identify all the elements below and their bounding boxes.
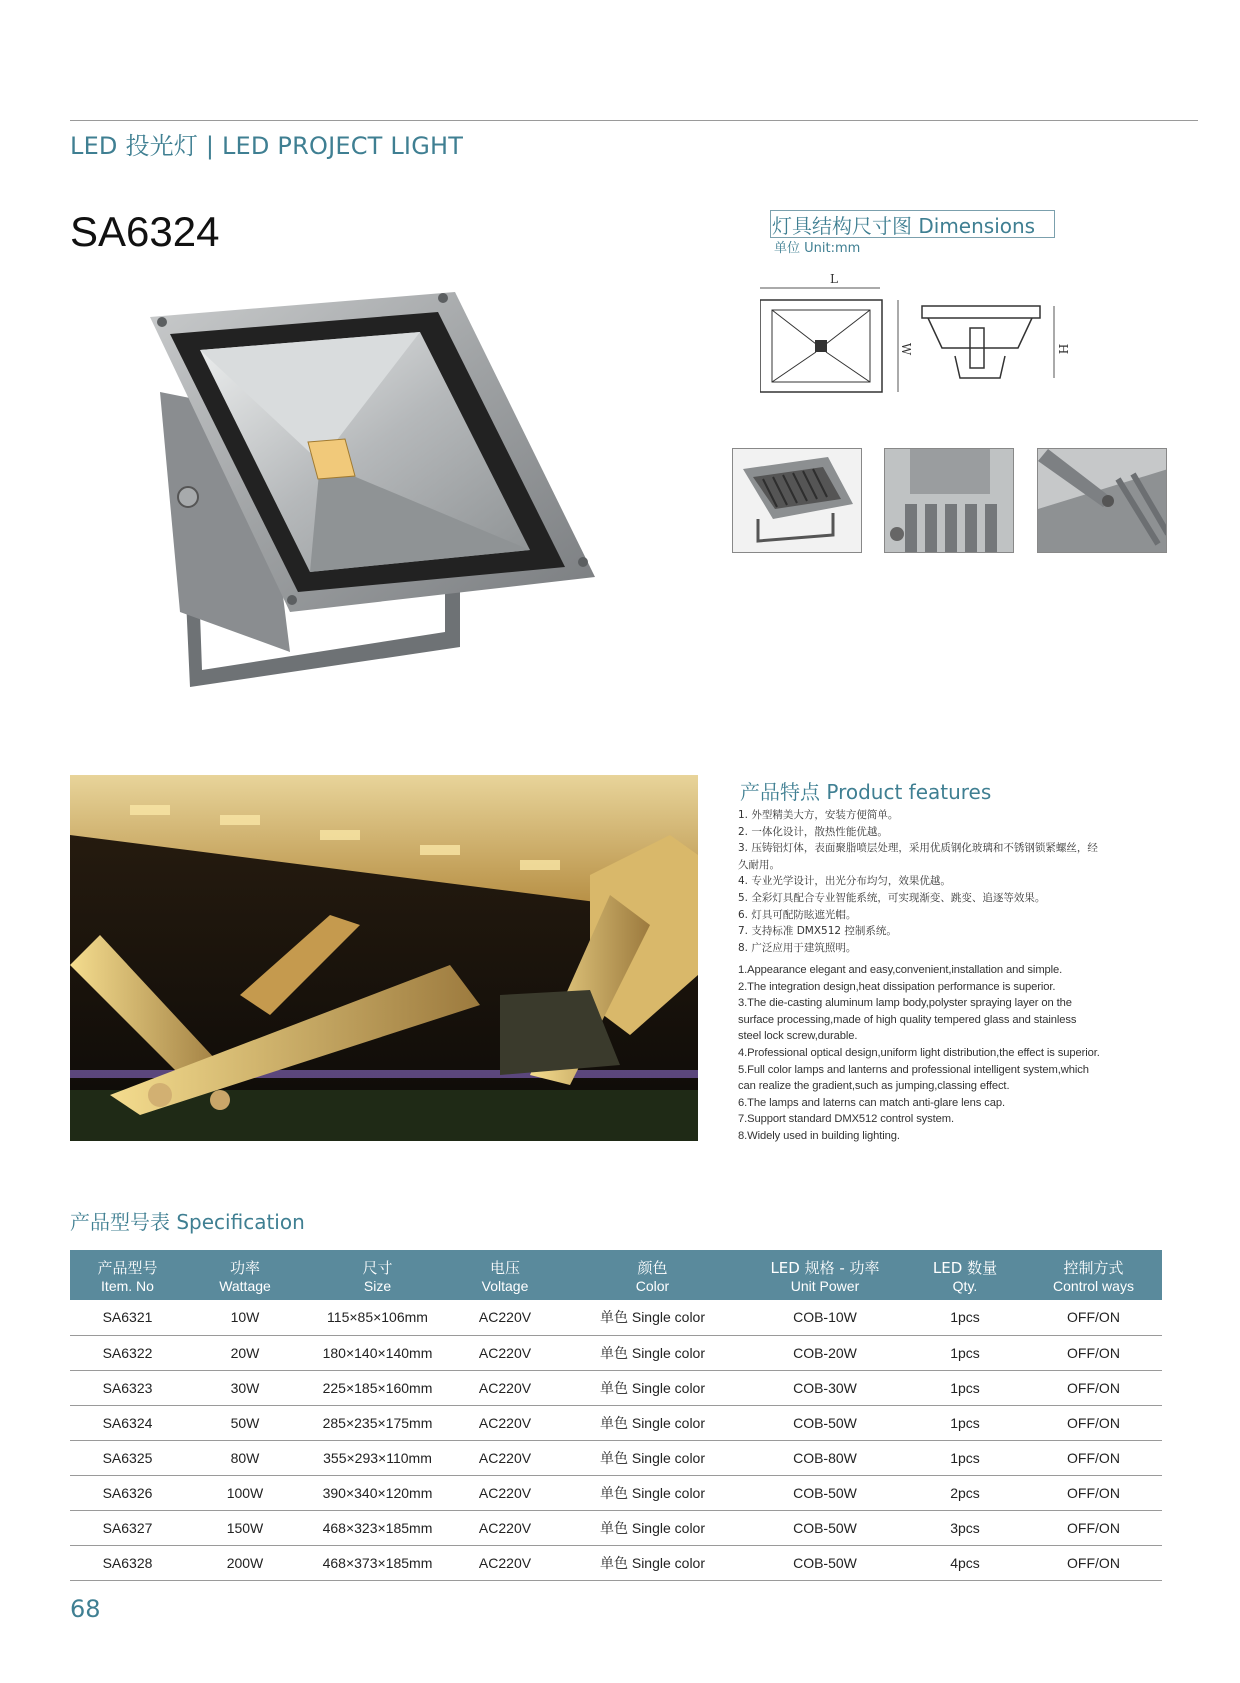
table-cell: 468×373×185mm [305,1545,450,1580]
table-cell: 单色 Single color [560,1300,745,1335]
table-cell: 80W [185,1440,305,1475]
table-cell: AC220V [450,1440,560,1475]
header-cn: 功率 [229,1259,260,1277]
header-cn: 电压 [489,1259,520,1277]
table-cell: 1pcs [905,1440,1025,1475]
spec-header-cell [1025,1250,1162,1300]
table-cell: COB-50W [745,1510,905,1545]
table-cell: SA6325 [70,1440,185,1475]
application-photo [70,775,698,1141]
table-cell: OFF/ON [1025,1335,1162,1370]
feature-en-item: surface processing,made of high quality tempered glass and stainless [738,1013,1077,1026]
feature-en-item: steel lock screw,durable. [738,1030,858,1043]
table-cell: 150W [185,1510,305,1545]
table-cell: 单色 Single color [560,1475,745,1510]
table-cell: COB-50W [745,1475,905,1510]
header-en: Qty. [952,1278,978,1294]
table-row [70,1300,1162,1335]
feature-cn-item: 久耐用。 [738,858,780,871]
table-cell: 100W [185,1475,305,1510]
dimension-label-l: L [830,272,838,286]
spec-table-body [70,1300,1162,1580]
table-cell: 468×323×185mm [305,1510,450,1545]
table-cell: 355×293×110mm [305,1440,450,1475]
table-cell: AC220V [450,1405,560,1440]
table-cell: 10W [185,1300,305,1335]
spec-header-cell [560,1250,745,1300]
header-cn: LED 数量 [932,1259,998,1277]
table-cell: OFF/ON [1025,1545,1162,1580]
table-cell: SA6327 [70,1510,185,1545]
feature-en-item: 1.Appearance elegant and easy,convenient,installation and simple. [738,964,1063,976]
table-cell: SA6326 [70,1475,185,1510]
dimensions-title: 灯具结构尺寸图 Dimensions [772,214,1036,238]
spec-header-cell [70,1250,185,1300]
table-cell: 225×185×160mm [305,1370,450,1405]
table-row [70,1475,1162,1510]
table-cell: 1pcs [905,1405,1025,1440]
table-cell: 20W [185,1335,305,1370]
table-cell: SA6323 [70,1370,185,1405]
feature-en-item: 4.Professional optical design,uniform light distribution,the effect is superior. [738,1046,1100,1059]
spec-header-cell [305,1250,450,1300]
table-cell: 30W [185,1370,305,1405]
table-cell: COB-80W [745,1440,905,1475]
table-row [70,1510,1162,1545]
table-cell: OFF/ON [1025,1370,1162,1405]
table-row [70,1335,1162,1370]
table-cell: COB-30W [745,1370,905,1405]
table-cell: AC220V [450,1510,560,1545]
spec-header-cell [450,1250,560,1300]
table-cell: 单色 Single color [560,1405,745,1440]
table-cell: 1pcs [905,1370,1025,1405]
table-cell: AC220V [450,1475,560,1510]
spec-header-cell [745,1250,905,1300]
page-number: 68 [70,1595,101,1623]
table-cell: OFF/ON [1025,1440,1162,1475]
table-cell: COB-10W [745,1300,905,1335]
header-cn: 颜色 [637,1259,668,1277]
top-rule [70,120,1198,121]
spec-header-row [70,1250,1162,1300]
dimension-drawing [760,268,1080,398]
table-cell: OFF/ON [1025,1300,1162,1335]
feature-cn-item: 8. 广泛应用于建筑照明。 [738,941,857,954]
table-row [70,1405,1162,1440]
feature-cn-item: 5. 全彩灯具配合专业智能系统，可实现渐变、跳变、追逐等效果。 [738,891,1046,904]
dimensions-unit: 单位 Unit:mm [774,241,861,256]
feature-en-item: 5.Full color lamps and lanterns and professional intelligent system,which [738,1063,1089,1076]
header-cn: 产品型号 [97,1259,158,1277]
header-en: Unit Power [790,1278,860,1294]
table-cell: SA6328 [70,1545,185,1580]
header-en: Size [363,1278,392,1294]
table-cell: 2pcs [905,1475,1025,1510]
features-title: 产品特点 Product features [740,780,992,804]
table-cell: 1pcs [905,1335,1025,1370]
table-cell: COB-20W [745,1335,905,1370]
table-row [70,1370,1162,1405]
header-cn: 控制方式 [1063,1259,1124,1277]
feature-cn-item: 4. 专业光学设计，出光分布均匀，效果优越。 [738,875,951,888]
header-en: Voltage [481,1278,529,1294]
detail-photo-bracket [1037,448,1167,553]
table-row [70,1545,1162,1580]
spec-title: 产品型号表 Specification [70,1210,305,1234]
features-cn-list [738,807,1158,956]
feature-cn-item: 3. 压铸铝灯体，表面聚脂喷层处理，采用优质钢化玻璃和不锈钢锁紧螺丝，经 [738,842,1098,855]
table-cell: COB-50W [745,1545,905,1580]
header-en: Item. No [101,1278,154,1294]
table-cell: 50W [185,1405,305,1440]
table-cell: OFF/ON [1025,1475,1162,1510]
detail-photo-fins [884,448,1014,553]
header-cn: 尺寸 [362,1259,393,1277]
table-cell: OFF/ON [1025,1405,1162,1440]
model-title: SA6324 [70,208,220,255]
feature-en-item: 3.The die-casting aluminum lamp body,polyster spraying layer on the [738,997,1072,1010]
feature-cn-item: 6. 灯具可配防眩遮光帽。 [738,908,857,921]
table-cell: 单色 Single color [560,1335,745,1370]
feature-en-item: 8.Widely used in building lighting. [738,1129,900,1142]
table-cell: 285×235×175mm [305,1405,450,1440]
table-cell: COB-50W [745,1405,905,1440]
header-title: LED 投光灯 | LED PROJECT LIGHT [70,132,464,160]
table-cell: 单色 Single color [560,1370,745,1405]
header-en: Color [635,1278,670,1294]
feature-en-item: 7.Support standard DMX512 control system. [738,1113,955,1126]
feature-en-item: 2.The integration design,heat dissipation performance is superior. [738,980,1056,993]
features-en-list [738,962,1168,1145]
header-en: Control ways [1053,1278,1134,1294]
feature-en-item: can realize the gradient,such as jumping,classing effect. [738,1080,1010,1093]
table-cell: SA6321 [70,1300,185,1335]
table-cell: 115×85×106mm [305,1300,450,1335]
header-cn: LED 规格 - 功率 [770,1259,880,1277]
table-cell: 3pcs [905,1510,1025,1545]
table-cell: 200W [185,1545,305,1580]
table-cell: SA6322 [70,1335,185,1370]
feature-en-item: 6.The lamps and laterns can match anti-glare lens cap. [738,1096,1005,1109]
table-cell: 4pcs [905,1545,1025,1580]
table-cell: OFF/ON [1025,1510,1162,1545]
product-image [140,292,640,712]
table-cell: AC220V [450,1335,560,1370]
table-cell: AC220V [450,1300,560,1335]
dimension-label-w: W [899,342,914,356]
table-cell: 1pcs [905,1300,1025,1335]
table-cell: 单色 Single color [560,1510,745,1545]
spec-table [70,1250,1162,1581]
spec-header-cell [185,1250,305,1300]
feature-cn-item: 7. 支持标准 DMX512 控制系统。 [738,925,897,938]
table-cell: SA6324 [70,1405,185,1440]
table-cell: AC220V [450,1370,560,1405]
dimension-label-h: H [1056,343,1071,355]
table-cell: 390×340×120mm [305,1475,450,1510]
detail-photo-back [732,448,862,553]
header-en: Wattage [219,1278,271,1294]
spec-header-cell [905,1250,1025,1300]
table-cell: 单色 Single color [560,1545,745,1580]
table-cell: 单色 Single color [560,1440,745,1475]
table-cell: AC220V [450,1545,560,1580]
table-row [70,1440,1162,1475]
table-cell: 180×140×140mm [305,1335,450,1370]
feature-cn-item: 2. 一体化设计，散热性能优越。 [738,825,888,838]
feature-cn-item: 1. 外型精美大方，安装方便简单。 [738,809,899,821]
